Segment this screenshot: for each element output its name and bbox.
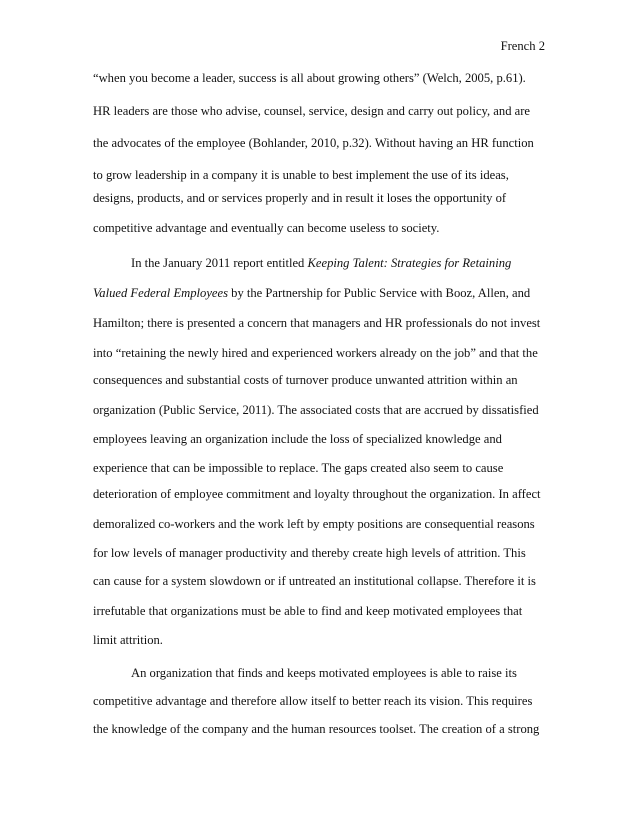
text-line: experience that can be impossible to replace. The gaps created also seem to cause: [93, 461, 504, 475]
text-line: consequences and substantial costs of turnover produce unwanted attrition within an: [93, 373, 518, 387]
text-line-mixed: [93, 285, 530, 301]
text-line: into “retaining the newly hired and experienced workers already on the job” and that the: [93, 346, 538, 360]
text-line: limit attrition.: [93, 633, 163, 647]
text-line: Hamilton; there is presented a concern that managers and HR professionals do not invest: [93, 316, 541, 330]
text-line: deterioration of employee commitment and loyalty throughout the organization. In affect: [93, 487, 541, 501]
text-line: the knowledge of the company and the human resources toolset. The creation of a strong: [93, 722, 540, 736]
text-line: competitive advantage and therefore allow itself to better reach its vision. This requires: [93, 694, 533, 708]
italic-title: Valued Federal Employees: [93, 286, 228, 300]
italic-title: Keeping Talent: Strategies for Retaining: [307, 256, 512, 270]
text-line: designs, products, and or services properly and in result it loses the opportunity of: [93, 191, 507, 205]
text-line: for low levels of manager productivity and thereby create high levels of attrition. This: [93, 546, 526, 560]
text-line: the advocates of the employee (Bohlander, 2010, p.32). Without having an HR function: [93, 136, 534, 150]
text-run: In the January 2011 report entitled: [131, 256, 308, 270]
text-line: irrefutable that organizations must be able to find and keep motivated employees that: [93, 604, 523, 618]
text-line: “when you become a leader, success is all about growing others” (Welch, 2005, p.61).: [93, 71, 526, 85]
text-line: organization (Public Service, 2011). The associated costs that are accrued by dissatisfied: [93, 403, 539, 417]
text-line: demoralized co-workers and the work left by empty positions are consequential reasons: [93, 517, 535, 531]
text-line: An organization that finds and keeps motivated employees is able to raise its: [131, 666, 517, 680]
running-head: French 2: [500, 39, 545, 53]
text-line: HR leaders are those who advise, counsel, service, design and carry out policy, and are: [93, 104, 531, 118]
text-line: can cause for a system slowdown or if untreated an institutional collapse. Therefore it is: [93, 574, 536, 588]
text-line: to grow leadership in a company it is unable to best implement the use of its ideas,: [93, 168, 509, 182]
text-line-mixed: [131, 255, 511, 271]
text-line: employees leaving an organization include the loss of specialized knowledge and: [93, 432, 502, 446]
text-run: by the Partnership for Public Service with Booz, Allen, and: [228, 286, 531, 300]
text-line: competitive advantage and eventually can become useless to society.: [93, 221, 440, 235]
